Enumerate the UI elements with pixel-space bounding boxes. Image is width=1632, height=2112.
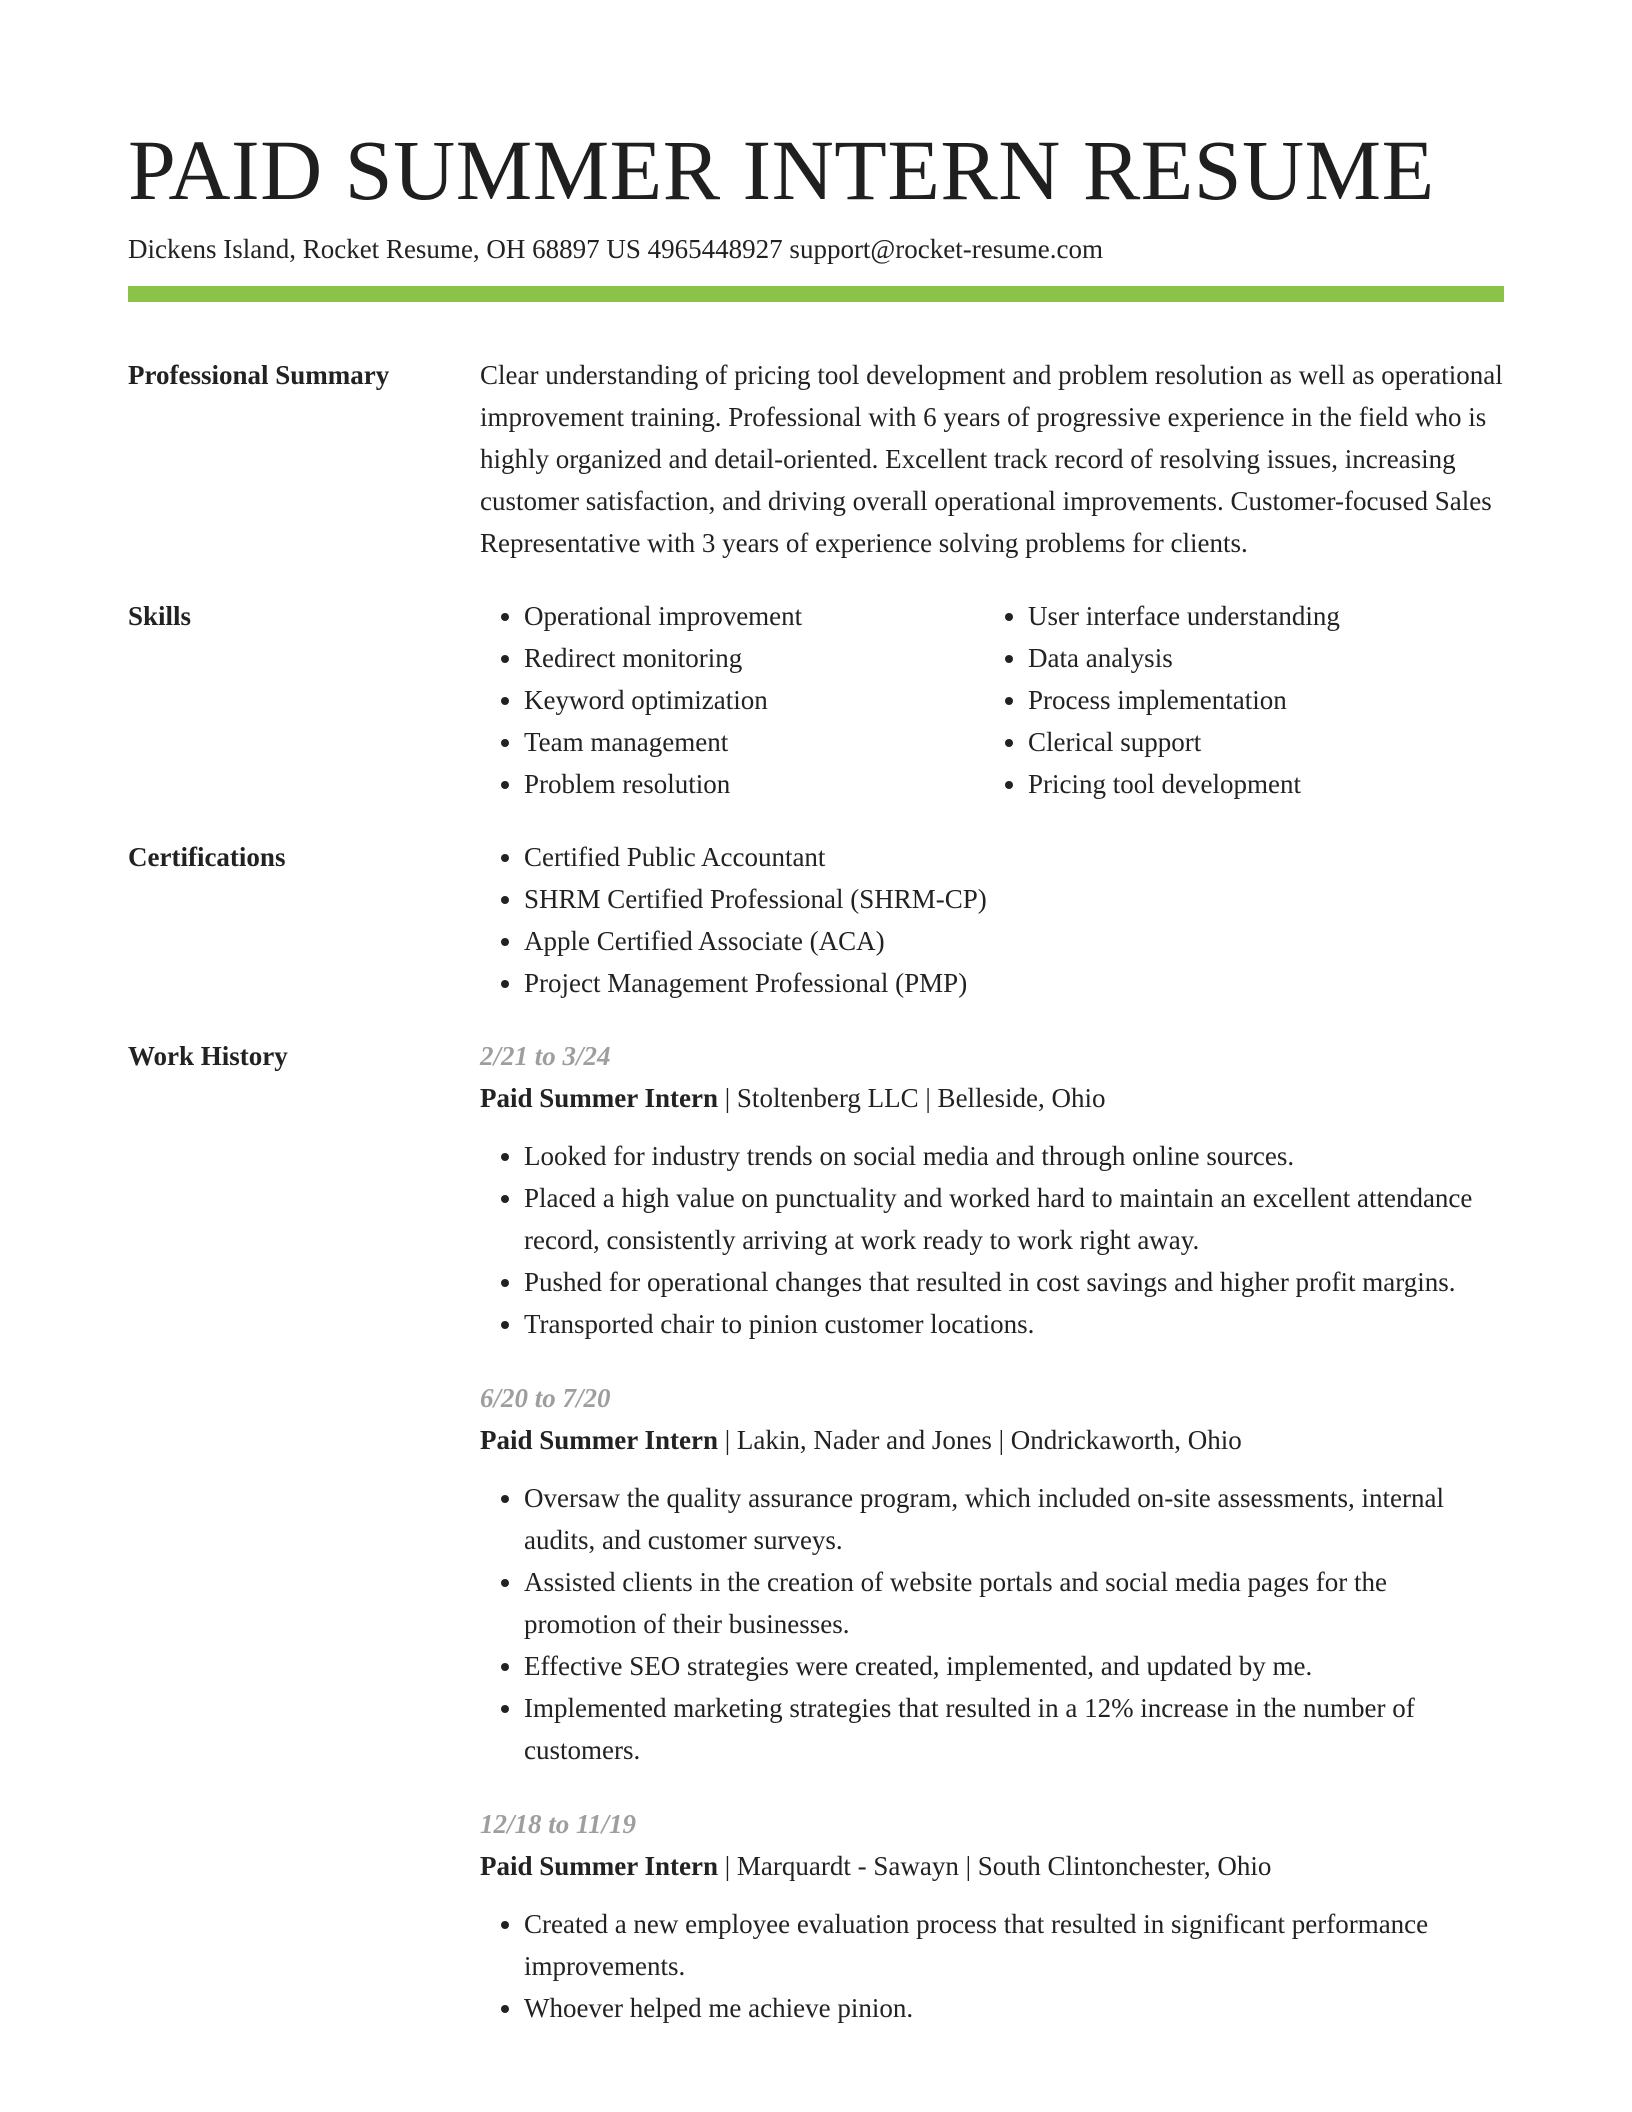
- job-role: Paid Summer Intern: [480, 1851, 719, 1881]
- certifications-list: [480, 836, 1504, 1004]
- skills-list-left: [480, 595, 984, 805]
- job-date: 12/18 to 11/19: [480, 1809, 637, 1839]
- list-item: • Created a new employee evaluation process that resulted in significant performance improvements.: [524, 1903, 1504, 1987]
- list-item: • Implemented marketing strategies that resulted in a 12% increase in the number of customers.: [524, 1687, 1504, 1771]
- list-item: • Transported chair to pinion customer locations.: [524, 1303, 1504, 1345]
- list-item: • SHRM Certified Professional (SHRM-CP): [524, 878, 1504, 920]
- job-entry: [480, 1377, 1504, 1771]
- list-item: • Redirect monitoring: [524, 637, 984, 679]
- job-company-location: | Lakin, Nader and Jones | Ondrickaworth, Ohio: [718, 1425, 1242, 1455]
- work-history-section: [128, 1035, 1504, 2029]
- resume-title: PAID SUMMER INTERN RESUME: [128, 122, 1435, 218]
- list-item: • Problem resolution: [524, 763, 984, 805]
- skills-section: [128, 595, 1504, 805]
- certifications-label: Certifications: [128, 842, 286, 872]
- list-item: • Pushed for operational changes that resulted in cost savings and higher profit margins.: [524, 1261, 1504, 1303]
- list-item: • Clerical support: [1028, 721, 1488, 763]
- job-entry: [480, 1035, 1504, 1345]
- list-item: • Project Management Professional (PMP): [524, 962, 1504, 1004]
- job-company-location: | Stoltenberg LLC | Belleside, Ohio: [718, 1083, 1106, 1113]
- list-item: • Operational improvement: [524, 595, 984, 637]
- job-date: 2/21 to 3/24: [480, 1041, 611, 1071]
- list-item: • Data analysis: [1028, 637, 1488, 679]
- job-bullets: [480, 1903, 1504, 2029]
- job-bullets: [480, 1135, 1504, 1345]
- job-entry: [480, 1803, 1504, 2029]
- accent-divider: [128, 286, 1504, 302]
- skills-label: Skills: [128, 601, 192, 631]
- list-item: • Assisted clients in the creation of website portals and social media pages for the promotion of their businesses.: [524, 1561, 1504, 1645]
- summary-section: [128, 354, 1504, 564]
- list-item: • Oversaw the quality assurance program, which included on-site assessments, internal audits, and customer surveys.: [524, 1477, 1504, 1561]
- summary-label: Professional Summary: [128, 360, 390, 390]
- resume-page: [128, 120, 1504, 2029]
- job-company-location: | Marquardt - Sawayn | South Clintonchester, Ohio: [718, 1851, 1272, 1881]
- job-title-line: [480, 1845, 1504, 1887]
- job-title-line: [480, 1077, 1504, 1119]
- list-item: • Effective SEO strategies were created, implemented, and updated by me.: [524, 1645, 1504, 1687]
- list-item: • Team management: [524, 721, 984, 763]
- job-title-line: [480, 1419, 1504, 1461]
- list-item: • Looked for industry trends on social media and through online sources.: [524, 1135, 1504, 1177]
- certifications-section: [128, 836, 1504, 1004]
- job-role: Paid Summer Intern: [480, 1083, 719, 1113]
- list-item: • Keyword optimization: [524, 679, 984, 721]
- job-role: Paid Summer Intern: [480, 1425, 719, 1455]
- work-history-label: Work History: [128, 1041, 288, 1071]
- list-item: • User interface understanding: [1028, 595, 1488, 637]
- list-item: • Certified Public Accountant: [524, 836, 1504, 878]
- list-item: • Pricing tool development: [1028, 763, 1488, 805]
- skills-list-right: [984, 595, 1488, 805]
- summary-text: Clear understanding of pricing tool development and problem resolution as well as operational improvement training. Professional with 6 years of progressive experience in the field who is highly organized and detail-oriented. Excellent track record of resolving issues, increasing customer satisfaction, and driving overall operational improvements. Customer-focused Sales Representative with 3 years of experience solving problems for clients.: [480, 360, 1503, 558]
- list-item: • Process implementation: [1028, 679, 1488, 721]
- job-date: 6/20 to 7/20: [480, 1383, 611, 1413]
- contact-line: Dickens Island, Rocket Resume, OH 68897 US 4965448927 support@rocket-resume.com: [128, 234, 1103, 264]
- list-item: • Whoever helped me achieve pinion.: [524, 1987, 1504, 2029]
- job-bullets: [480, 1477, 1504, 1771]
- list-item: • Apple Certified Associate (ACA): [524, 920, 1504, 962]
- list-item: • Placed a high value on punctuality and worked hard to maintain an excellent attendance record, consistently arriving at work ready to work right away.: [524, 1177, 1504, 1261]
